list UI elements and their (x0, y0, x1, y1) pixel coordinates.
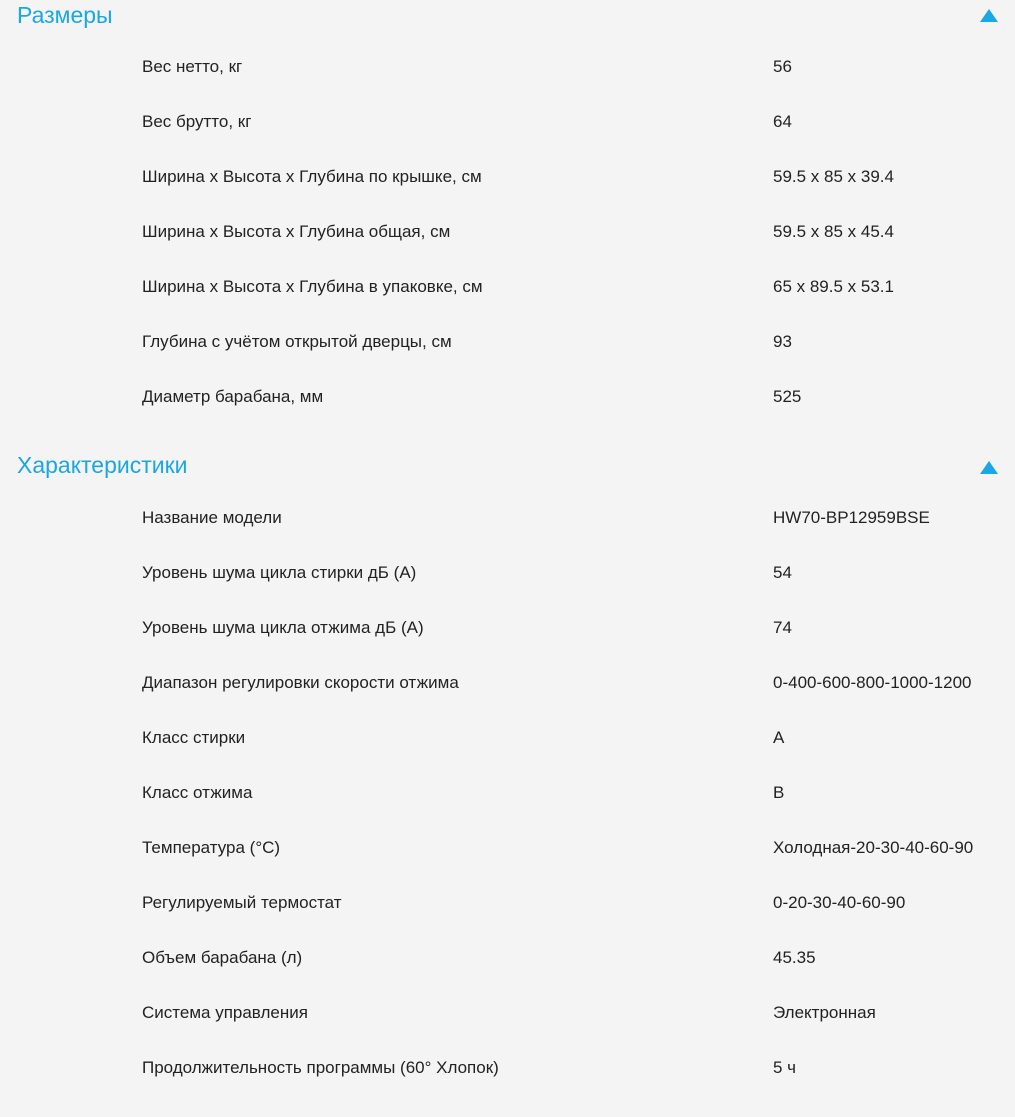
spec-value: 45.35 (773, 948, 816, 967)
spec-label: Ширина x Высота x Глубина общая, см (142, 222, 451, 241)
spec-value: Холодная-20-30-40-60-90 (773, 838, 974, 857)
section-title: Характеристики (17, 452, 188, 478)
spec-label: Температура (°C) (142, 838, 281, 857)
spec-label: Продолжительность программы (60° Хлопок) (142, 1058, 499, 1077)
spec-value: 5 ч (773, 1058, 797, 1077)
spec-row (0, 546, 1015, 601)
spec-label: Класс стирки (142, 728, 246, 747)
spec-value: B (773, 783, 785, 802)
section-title: Размеры (17, 2, 113, 28)
spec-list (0, 40, 1015, 425)
spec-row (0, 315, 1015, 370)
spec-row (0, 986, 1015, 1041)
spec-label: Диаметр барабана, мм (142, 387, 324, 406)
spec-value: 65 x 89.5 x 53.1 (773, 277, 894, 296)
spec-row (0, 95, 1015, 150)
spec-row (0, 876, 1015, 931)
spec-row (0, 260, 1015, 315)
spec-label: Класс отжима (142, 783, 253, 802)
spec-value: 59.5 x 85 x 39.4 (773, 167, 894, 186)
spec-value: HW70-BP12959BSE (773, 508, 930, 527)
spec-row (0, 711, 1015, 766)
spec-label: Вес нетто, кг (142, 57, 243, 76)
spec-label: Система управления (142, 1003, 308, 1022)
spec-list (0, 491, 1015, 1096)
section-characteristics (0, 445, 1015, 1096)
spec-label: Уровень шума цикла стирки дБ (А) (142, 563, 417, 582)
spec-value: Электронная (773, 1003, 876, 1022)
spec-row (0, 40, 1015, 95)
section-dimensions (0, 0, 1015, 425)
spec-row (0, 931, 1015, 986)
spec-value: 59.5 x 85 x 45.4 (773, 222, 894, 241)
spec-row (0, 491, 1015, 546)
spec-row (0, 205, 1015, 260)
spec-label: Диапазон регулировки скорости отжима (142, 673, 459, 692)
spec-label: Ширина x Высота x Глубина в упаковке, см (142, 277, 483, 296)
spec-row (0, 1041, 1015, 1096)
spec-value: 525 (773, 387, 802, 406)
spec-row (0, 766, 1015, 821)
spec-value: 56 (773, 57, 792, 76)
spec-label: Объем барабана (л) (142, 948, 303, 967)
spec-label: Регулируемый термостат (142, 893, 342, 912)
spec-value: A (773, 728, 785, 747)
section-header-dimensions[interactable] (0, 0, 1015, 40)
spec-row (0, 656, 1015, 711)
section-header-characteristics[interactable] (0, 445, 1015, 485)
collapse-triangle-icon[interactable] (980, 9, 998, 22)
spec-row (0, 821, 1015, 876)
spec-label: Ширина x Высота x Глубина по крышке, см (142, 167, 482, 186)
spec-value: 54 (773, 563, 792, 582)
spec-label: Название модели (142, 508, 282, 527)
spec-row (0, 370, 1015, 425)
spec-row (0, 150, 1015, 205)
spec-value: 64 (773, 112, 792, 131)
spec-label: Глубина с учётом открытой дверцы, см (142, 332, 452, 351)
spec-label: Уровень шума цикла отжима дБ (А) (142, 618, 424, 637)
spec-value: 93 (773, 332, 792, 351)
spec-value: 0-400-600-800-1000-1200 (773, 673, 972, 692)
spec-label: Вес брутто, кг (142, 112, 252, 131)
collapse-triangle-icon[interactable] (980, 461, 998, 474)
spec-value: 0-20-30-40-60-90 (773, 893, 906, 912)
spec-value: 74 (773, 618, 792, 637)
spec-row (0, 601, 1015, 656)
